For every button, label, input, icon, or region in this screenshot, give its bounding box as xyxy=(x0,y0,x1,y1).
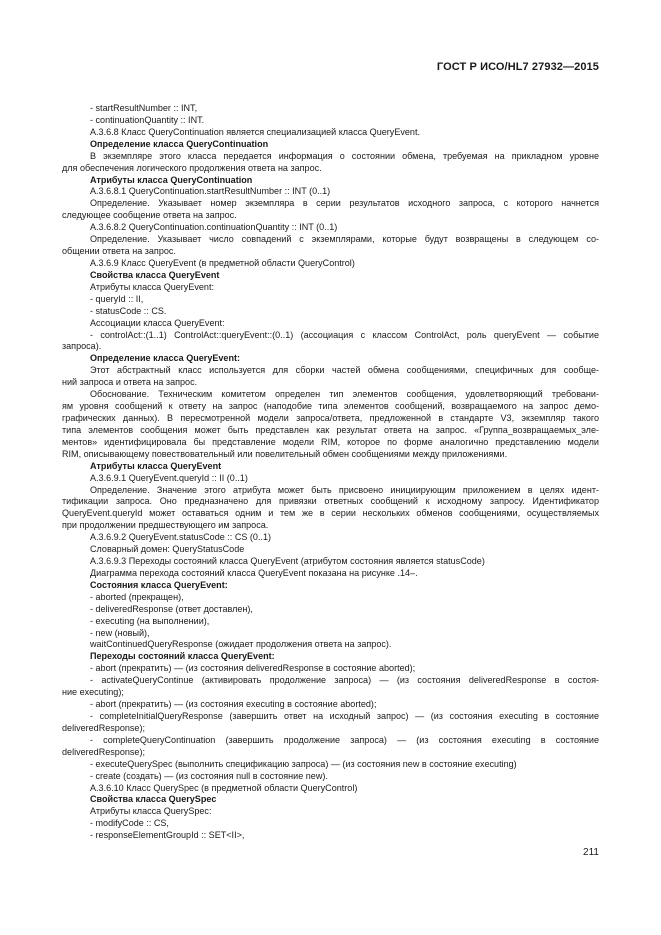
list-item: - completeInitialQueryResponse (завершить ответ на исходный запрос) — (из состояния executing в состояние xyxy=(90,711,599,722)
paragraph-line: Определение. Указывает число совпадений с экземплярами, которые будут возвращены в следующем со- xyxy=(90,234,599,245)
paragraph-line: A.3.6.9 Класс QueryEvent (в предметной области QueryControl) xyxy=(90,257,355,268)
list-item: - completeQueryContinuation (завершить продолжение запроса) — (из состояния executing в состояние xyxy=(90,734,599,745)
paragraph-line: deliveredResponse); xyxy=(62,746,145,757)
page-body xyxy=(62,103,599,842)
section-heading: Атрибуты класса QueryEvent xyxy=(90,460,222,471)
section-heading: Определение класса QueryContinuation xyxy=(90,138,269,149)
list-item: - statusCode :: CS. xyxy=(90,305,167,316)
document-header: ГОСТ Р ИСО/HL7 27932—2015 xyxy=(436,61,599,73)
list-item: - create (создать) — (из состояния null в состояние new). xyxy=(90,770,328,781)
section-heading: Атрибуты класса QueryContinuation xyxy=(90,174,253,185)
list-item: - modifyCode :: CS, xyxy=(90,818,169,829)
paragraph-line: Определение. Указывает номер экземпляра в серии результатов исходного запроса, с которого начнется xyxy=(90,198,599,209)
list-item: - startResultNumber :: INT, xyxy=(90,103,198,113)
section-heading: Определение класса QueryEvent: xyxy=(90,353,240,364)
list-item: waitContinuedQueryResponse (ожидает продолжения ответа на запрос). xyxy=(90,639,392,650)
paragraph-line: типа элементов сообщения может быть представлен как результат ответа на запрос. «Группа_возвращаемых_эле- xyxy=(62,424,599,435)
paragraph-line: ментов» идентифицировала бы представление модели RIM, которое по форме аналогично представлению модели xyxy=(62,436,599,447)
paragraph-line: deliveredResponse); xyxy=(62,722,145,733)
paragraph-line: Диаграмма перехода состояний класса QueryEvent показана на рисунке .14–. xyxy=(90,567,418,578)
paragraph-line: Атрибуты класса QueryEvent: xyxy=(90,281,214,292)
list-item: - aborted (прекращен), xyxy=(90,591,184,602)
list-item: - responseElementGroupId :: SET<II>, xyxy=(90,830,245,841)
list-item: - controlAct::(1..1) ControlAct::queryEvent::(0..1) (ассоциация с классом ControlAct, роль queryEvent — событие xyxy=(90,329,599,340)
paragraph-line: Определение. Значение этого атрибута может быть присвоено инициирующим приложением в целях идент- xyxy=(90,484,599,495)
list-item: - executeQuerySpec (выполнить спецификацию запроса) — (из состояния new в состояние executing) xyxy=(90,758,517,769)
page-number: 211 xyxy=(583,847,599,858)
paragraph-line: для обеспечения логического продолжения ответа на запрос. xyxy=(62,162,322,173)
list-item: - abort (прекратить) — (из состояния executing в состояние aborted); xyxy=(90,699,377,710)
paragraph-line: RIM, описывающему повествовательный или повелительный обмен сообщениями между приложениями. xyxy=(62,448,508,459)
paragraph-line: ний запроса и ответа на запрос. xyxy=(62,377,198,388)
paragraph-line: QueryEvent.queryId может оставаться одним и тем же в серии нескольких обменов сообщениями, осуществляемых xyxy=(62,508,599,519)
paragraph-line: Словарный домен: QueryStatusCode xyxy=(90,544,245,555)
list-item: - queryId :: II, xyxy=(90,293,144,304)
section-heading: Состояния класса QueryEvent: xyxy=(90,579,228,590)
paragraph-line: A.3.6.10 Класс QuerySpec (в предметной области QueryControl) xyxy=(90,782,358,793)
paragraph-line: Этот абстрактный класс используется для сборки частей обмена сообщениями, специфичных для сообще- xyxy=(90,365,599,376)
paragraph-line: тификации запроса. Оно предназначено для привязки ответных сообщений к исходному запросу. Идентификатор xyxy=(62,496,599,507)
list-item: - new (новый), xyxy=(90,627,150,638)
section-heading: Свойства класса QuerySpec xyxy=(90,794,217,805)
list-item: - activateQueryContinue (активировать продолжение запроса) — (из состояния deliveredResponse в состоя- xyxy=(90,675,599,686)
paragraph-line: A.3.6.8 Класс QueryContinuation является специализацией класса QueryEvent. xyxy=(90,126,420,137)
paragraph-line: A.3.6.9.2 QueryEvent.statusCode :: CS (0..1) xyxy=(90,532,272,543)
paragraph-line: В экземпляре этого класса передается информация о состоянии обмена, требуемая на прикладном уровне xyxy=(90,150,599,161)
paragraph-line: при продолжении предшествующего им запроса. xyxy=(62,520,269,531)
paragraph-line: A.3.6.8.1 QueryContinuation.startResultNumber :: INT (0..1) xyxy=(90,186,331,197)
paragraph-line: общении ответа на запрос. xyxy=(62,246,176,257)
list-item: - executing (на выполнении), xyxy=(90,615,210,626)
list-item: - continuationQuantity :: INT. xyxy=(90,114,205,125)
section-heading: Свойства класса QueryEvent xyxy=(90,269,220,280)
paragraph-line: A.3.6.8.2 QueryContinuation.continuationQuantity :: INT (0..1) xyxy=(90,222,338,233)
paragraph-line: Ассоциации класса QueryEvent: xyxy=(90,317,225,328)
section-heading: Переходы состояний класса QueryEvent: xyxy=(90,651,275,662)
paragraph-line: следующее сообщение ответа на запрос. xyxy=(62,210,237,221)
list-item: - deliveredResponse (ответ доставлен), xyxy=(90,603,253,614)
paragraph-line: Обоснование. Техническим комитетом определен тип элементов сообщения, удовлетворяющий требовани- xyxy=(90,389,599,400)
paragraph-line: графических данных). В пересмотренной модели запроса/ответа, предложенной в стандарте V3, экземпляр такого xyxy=(62,412,599,423)
paragraph-line: A.3.6.9.1 QueryEvent.queryId :: II (0..1) xyxy=(90,472,248,483)
paragraph-line: ние executing); xyxy=(62,687,124,698)
paragraph-line: запроса). xyxy=(62,341,102,352)
paragraph-line: A.3.6.9.3 Переходы состояний класса QueryEvent (атрибутом состояния является statusCode) xyxy=(90,556,485,567)
paragraph-line: ям уровня сообщений к ответу на запрос (наподобие типа элементов сообщений, возвращаемого на запрос демо- xyxy=(62,401,599,412)
paragraph-line: Атрибуты класса QuerySpec: xyxy=(90,806,212,817)
list-item: - abort (прекратить) — (из состояния deliveredResponse в состояние aborted); xyxy=(90,663,416,674)
